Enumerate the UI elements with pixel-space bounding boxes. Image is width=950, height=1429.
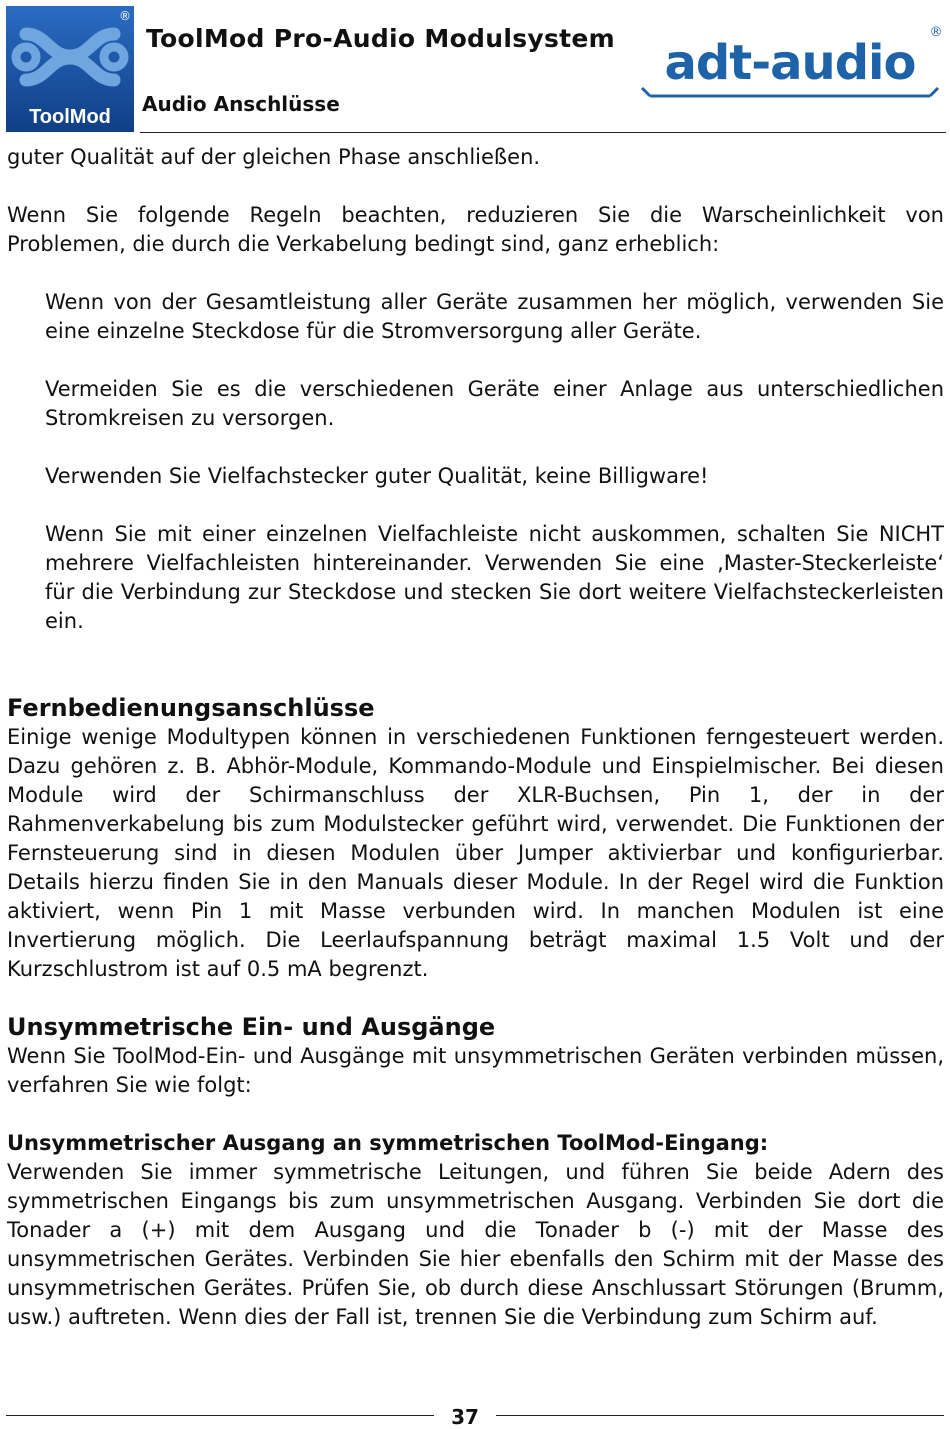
rule-item: Wenn Sie mit einer einzelnen Vielfachleiste nicht auskommen, schalten Sie NICHT mehrere Vielfachleisten hintereinander. Verwenden Sie eine ‚Master-Steckerleiste‘ für die Verbindung zur Steckdose und stecken Sie dort weitere Vielfachsteckerleisten ein. bbox=[45, 522, 944, 633]
rule-item: Vermeiden Sie es die verschiedenen Geräte einer Anlage aus unterschiedlichen Stromkreisen zu versorgen. bbox=[45, 377, 944, 430]
paragraph-continued: guter Qualität auf der gleichen Phase anschließen. bbox=[7, 145, 541, 169]
rule-item: Wenn von der Gesamtleistung aller Geräte zusammen her möglich, verwenden Sie eine einzelne Steckdose für die Stromversorgung aller Geräte. bbox=[45, 290, 944, 343]
page-number: 37 bbox=[451, 1405, 479, 1429]
header-divider bbox=[140, 132, 946, 133]
toolmod-logo bbox=[6, 6, 134, 132]
header-title: ToolMod Pro-Audio Modulsystem bbox=[146, 24, 616, 53]
paragraph-rules-intro: Wenn Sie folgende Regeln beachten, reduzieren Sie die Warscheinlichkeit von Problemen, die durch die Verkabelung bedingt sind, ganz erheblich: bbox=[7, 203, 944, 256]
page-content bbox=[7, 143, 944, 1332]
header-subtitle: Audio Anschlüsse bbox=[142, 92, 340, 116]
section-heading-unbalanced: Unsymmetrische Ein- und Ausgänge bbox=[7, 1013, 496, 1041]
rule-item: Verwenden Sie Vielfachstecker guter Qualität, keine Billigware! bbox=[45, 464, 709, 488]
registered-mark: ® bbox=[119, 9, 131, 23]
paragraph-unbalanced-output: Verwenden Sie immer symmetrische Leitungen, und führen Sie beide Adern des symmetrischen Eingangs bis zum unsymmetrischen Ausgang. Verbinden Sie dort die Tonader a (+) mit dem Ausgang und die Tonader b (-) mit der Masse des unsymmetrischen Gerätes. Verbinden Sie hier ebenfalls den Schirm mit der Masse des unsymmetrischen Gerätes. Prüfen Sie, ob durch diese Anschlussart Störungen (Brumm, usw.) auftreten. Wenn dies der Fall ist, trennen Sie die Verbindung zum Schirm auf. bbox=[7, 1160, 944, 1329]
adt-logo-text: adt-audio bbox=[664, 35, 916, 91]
paragraph-unbalanced: Wenn Sie ToolMod-Ein- und Ausgänge mit unsymmetrischen Geräten verbinden müssen, verfahren Sie wie folgt: bbox=[7, 1044, 944, 1097]
section-heading-remote: Fernbedienungsanschlüsse bbox=[7, 694, 375, 722]
page-footer bbox=[0, 1405, 950, 1427]
toolmod-logo-text: ToolMod bbox=[29, 106, 111, 128]
page-header bbox=[0, 0, 950, 140]
footer-line-left bbox=[6, 1415, 434, 1416]
subheading-unbalanced-output: Unsymmetrischer Ausgang an symmetrischen ToolMod-Eingang: bbox=[7, 1131, 769, 1155]
adt-registered-mark: ® bbox=[929, 25, 943, 40]
footer-line-right bbox=[496, 1415, 944, 1416]
adt-audio-logo bbox=[640, 24, 944, 104]
paragraph-remote: Einige wenige Modultypen können in verschiedenen Funktionen ferngesteuert werden. Dazu gehören z. B. Abhör-Module, Kommando-Module und Einspielmischer. Bei diesen Module wird der Schirmanschluss der XLR-Buchsen, Pin 1, der in der Rahmenverkabelung bis zum Modulstecker geführt wird, verwendet. Die Funktionen der Fernsteuerung sind in diesen Modulen über Jumper aktivierbar und konfigurierbar. Details hierzu finden Sie in den Manuals dieser Module. In der Regel wird die Funktion aktiviert, wenn Pin 1 mit Masse verbunden wird. In manchen Modulen ist eine Invertierung möglich. Die Leerlaufspannung beträgt maximal 1.5 Volt und der Kurzschlustrom ist auf 0.5 mA begrenzt. bbox=[7, 725, 944, 981]
